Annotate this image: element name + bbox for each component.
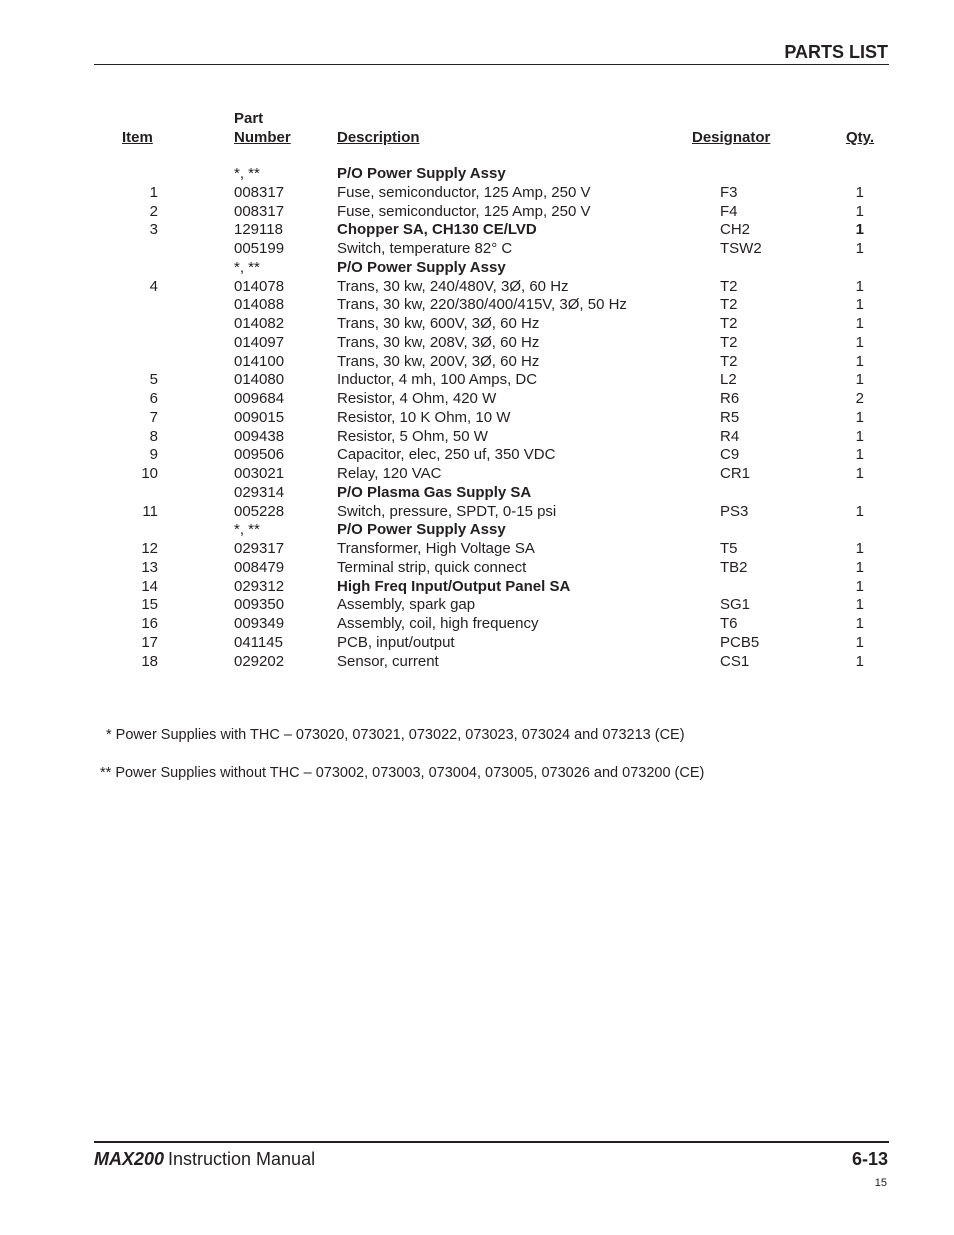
description-cell: Inductor, 4 mh, 100 Amps, DC xyxy=(337,371,538,389)
description-cell: PCB, input/output xyxy=(337,633,455,651)
column-header-description: Description xyxy=(337,129,420,146)
description-cell: Capacitor, elec, 250 uf, 350 VDC xyxy=(337,446,556,464)
description-cell: Switch, pressure, SPDT, 0-15 psi xyxy=(337,502,557,520)
item-cell: 18 xyxy=(141,652,158,670)
table-row xyxy=(0,445,954,464)
table-row xyxy=(0,483,954,502)
item-cell: 5 xyxy=(149,371,158,389)
description-cell: Assembly, spark gap xyxy=(337,596,476,614)
description-cell: Transformer, High Voltage SA xyxy=(337,540,535,557)
description-cell: Sensor, current xyxy=(337,652,439,670)
note-single-asterisk: * Power Supplies with THC – 073020, 073021, 073022, 073023, 073024 and 073213 (CE) xyxy=(106,727,685,743)
part-number-cell: 129118 xyxy=(234,221,283,239)
designator-cell: TB2 xyxy=(720,558,748,576)
part-number-cell: 009684 xyxy=(234,390,285,407)
table-row xyxy=(0,314,954,333)
description-cell: Resistor, 4 Ohm, 420 W xyxy=(337,390,497,407)
note-double-asterisk: ** Power Supplies without THC – 073002, 073003, 073004, 073005, 073026 and 073200 (CE) xyxy=(100,765,705,781)
column-header-item: Item xyxy=(122,129,153,146)
item-cell: 15 xyxy=(141,596,158,614)
part-number-cell: 005199 xyxy=(234,240,285,257)
description-cell: P/O Power Supply Assy xyxy=(337,258,506,276)
table-row xyxy=(0,539,954,558)
part-number-cell: 029314 xyxy=(234,483,285,501)
description-cell: Assembly, coil, high frequency xyxy=(337,615,539,632)
qty-cell: 1 xyxy=(855,333,864,351)
designator-cell: CH2 xyxy=(720,221,751,239)
part-number-cell: *, ** xyxy=(234,165,260,182)
designator-cell: T2 xyxy=(720,352,738,370)
item-cell: 4 xyxy=(149,277,158,295)
designator-cell: CS1 xyxy=(720,652,750,670)
designator-cell: PCB5 xyxy=(720,633,760,651)
page-header-title: PARTS LIST xyxy=(784,42,888,62)
qty-cell: 1 xyxy=(855,408,864,426)
part-number-cell: 003021 xyxy=(234,465,285,482)
table-row xyxy=(0,258,954,277)
table-row xyxy=(0,502,954,521)
description-cell: Fuse, semiconductor, 125 Amp, 250 V xyxy=(337,202,591,220)
table-row xyxy=(0,164,954,183)
qty-cell: 1 xyxy=(855,315,864,332)
description-cell: Resistor, 10 K Ohm, 10 W xyxy=(337,408,511,426)
designator-cell: T2 xyxy=(720,333,738,351)
footer-sheet-number: 15 xyxy=(874,1177,887,1189)
item-cell: 17 xyxy=(141,633,158,651)
column-header-part-bottom: Number xyxy=(234,129,291,146)
qty-cell: 1 xyxy=(855,558,864,576)
designator-cell: L2 xyxy=(720,371,737,389)
table-row xyxy=(0,370,954,389)
footer-rule xyxy=(94,1141,889,1143)
qty-cell: 1 xyxy=(855,633,864,651)
column-header-qty: Qty. xyxy=(846,129,875,146)
part-number-cell: 041145 xyxy=(234,633,283,651)
table-row xyxy=(0,577,954,596)
table-row xyxy=(0,427,954,446)
qty-cell: 1 xyxy=(855,221,864,239)
part-number-cell: 008317 xyxy=(234,202,285,220)
qty-cell: 1 xyxy=(855,277,864,295)
description-cell: Trans, 30 kw, 600V, 3Ø, 60 Hz xyxy=(337,315,540,332)
part-number-cell: 008317 xyxy=(234,183,285,201)
table-row xyxy=(0,295,954,314)
table-row xyxy=(0,408,954,427)
item-cell: 1 xyxy=(149,183,158,201)
description-cell: Trans, 30 kw, 220/380/400/415V, 3Ø, 50 Hz xyxy=(337,296,627,314)
description-cell: P/O Power Supply Assy xyxy=(337,165,506,182)
column-header-designator: Designator xyxy=(692,129,771,146)
table-row xyxy=(0,277,954,296)
description-cell: P/O Power Supply Assy xyxy=(337,521,506,539)
item-cell: 8 xyxy=(149,427,158,445)
footer-model-name: MAX200 xyxy=(94,1149,165,1169)
item-cell: 12 xyxy=(141,540,158,557)
footer-page-number: 6-13 xyxy=(851,1149,888,1169)
footer-manual-title: Instruction Manual xyxy=(168,1149,316,1169)
item-cell: 16 xyxy=(141,615,158,632)
description-cell: Trans, 30 kw, 200V, 3Ø, 60 Hz xyxy=(337,352,540,370)
description-cell: Switch, temperature 82° C xyxy=(337,240,513,257)
qty-cell: 1 xyxy=(855,652,864,670)
designator-cell: R4 xyxy=(720,427,740,445)
designator-cell: T2 xyxy=(720,296,738,314)
description-cell: High Freq Input/Output Panel SA xyxy=(337,577,571,595)
designator-cell: T2 xyxy=(720,277,738,295)
description-cell: Trans, 30 kw, 208V, 3Ø, 60 Hz xyxy=(337,333,540,351)
qty-cell: 1 xyxy=(855,296,864,314)
part-number-cell: 005228 xyxy=(234,502,285,520)
item-cell: 6 xyxy=(149,390,158,407)
qty-cell: 1 xyxy=(855,183,864,201)
item-cell: 3 xyxy=(149,221,158,239)
description-cell: Fuse, semiconductor, 125 Amp, 250 V xyxy=(337,183,591,201)
part-number-cell: 014080 xyxy=(234,371,285,389)
part-number-cell: 008479 xyxy=(234,558,285,576)
part-number-cell: 029312 xyxy=(234,577,285,595)
part-number-cell: 009015 xyxy=(234,408,285,426)
table-row xyxy=(0,183,954,202)
qty-cell: 2 xyxy=(855,390,864,407)
table-row xyxy=(0,333,954,352)
header-rule xyxy=(94,64,889,65)
table-row xyxy=(0,389,954,408)
description-cell: Trans, 30 kw, 240/480V, 3Ø, 60 Hz xyxy=(337,277,569,295)
table-row xyxy=(0,614,954,633)
designator-cell: R5 xyxy=(720,408,740,426)
designator-cell: T2 xyxy=(720,315,738,332)
item-cell: 14 xyxy=(141,577,158,595)
table-row xyxy=(0,202,954,221)
part-number-cell: 009506 xyxy=(234,446,285,464)
qty-cell: 1 xyxy=(855,240,864,257)
item-cell: 13 xyxy=(141,558,158,576)
part-number-cell: 029317 xyxy=(234,540,285,557)
item-cell: 10 xyxy=(141,465,158,482)
column-header-part-top: Part xyxy=(234,110,264,127)
designator-cell: SG1 xyxy=(720,596,751,614)
description-cell: Resistor, 5 Ohm, 50 W xyxy=(337,427,488,445)
designator-cell: R6 xyxy=(720,390,740,407)
part-number-cell: 029202 xyxy=(234,652,285,670)
part-number-cell: 014088 xyxy=(234,296,285,314)
qty-cell: 1 xyxy=(855,615,864,632)
qty-cell: 1 xyxy=(855,202,864,220)
part-number-cell: 009349 xyxy=(234,615,285,632)
table-row xyxy=(0,239,954,258)
part-number-cell: 009350 xyxy=(234,596,285,614)
table-row xyxy=(0,352,954,371)
designator-cell: C9 xyxy=(720,446,740,464)
designator-cell: PS3 xyxy=(720,502,749,520)
item-cell: 2 xyxy=(149,202,158,220)
table-row xyxy=(0,464,954,483)
qty-cell: 1 xyxy=(855,371,864,389)
part-number-cell: 014097 xyxy=(234,333,285,351)
qty-cell: 1 xyxy=(855,540,864,557)
part-number-cell: 009438 xyxy=(234,427,285,445)
item-cell: 9 xyxy=(149,446,158,464)
qty-cell: 1 xyxy=(855,446,864,464)
table-row xyxy=(0,558,954,577)
table-row xyxy=(0,595,954,614)
qty-cell: 1 xyxy=(855,577,864,595)
qty-cell: 1 xyxy=(855,352,864,370)
qty-cell: 1 xyxy=(855,465,864,482)
description-cell: Terminal strip, quick connect xyxy=(337,558,527,576)
qty-cell: 1 xyxy=(855,596,864,614)
designator-cell: CR1 xyxy=(720,465,751,482)
item-cell: 7 xyxy=(149,408,158,426)
designator-cell: F3 xyxy=(720,183,738,201)
qty-cell: 1 xyxy=(855,427,864,445)
description-cell: Chopper SA, CH130 CE/LVD xyxy=(337,221,537,239)
designator-cell: T6 xyxy=(720,615,738,632)
qty-cell: 1 xyxy=(855,502,864,520)
designator-cell: T5 xyxy=(720,540,738,557)
part-number-cell: *, ** xyxy=(234,521,260,539)
item-cell: 11 xyxy=(142,502,158,520)
part-number-cell: 014100 xyxy=(234,352,285,370)
part-number-cell: 014078 xyxy=(234,277,285,295)
table-row xyxy=(0,220,954,239)
table-row xyxy=(0,652,954,671)
table-row xyxy=(0,520,954,539)
designator-cell: F4 xyxy=(720,202,738,220)
part-number-cell: *, ** xyxy=(234,258,260,276)
description-cell: Relay, 120 VAC xyxy=(337,465,442,482)
table-row xyxy=(0,633,954,652)
designator-cell: TSW2 xyxy=(720,240,762,257)
part-number-cell: 014082 xyxy=(234,315,285,332)
description-cell: P/O Plasma Gas Supply SA xyxy=(337,483,532,501)
